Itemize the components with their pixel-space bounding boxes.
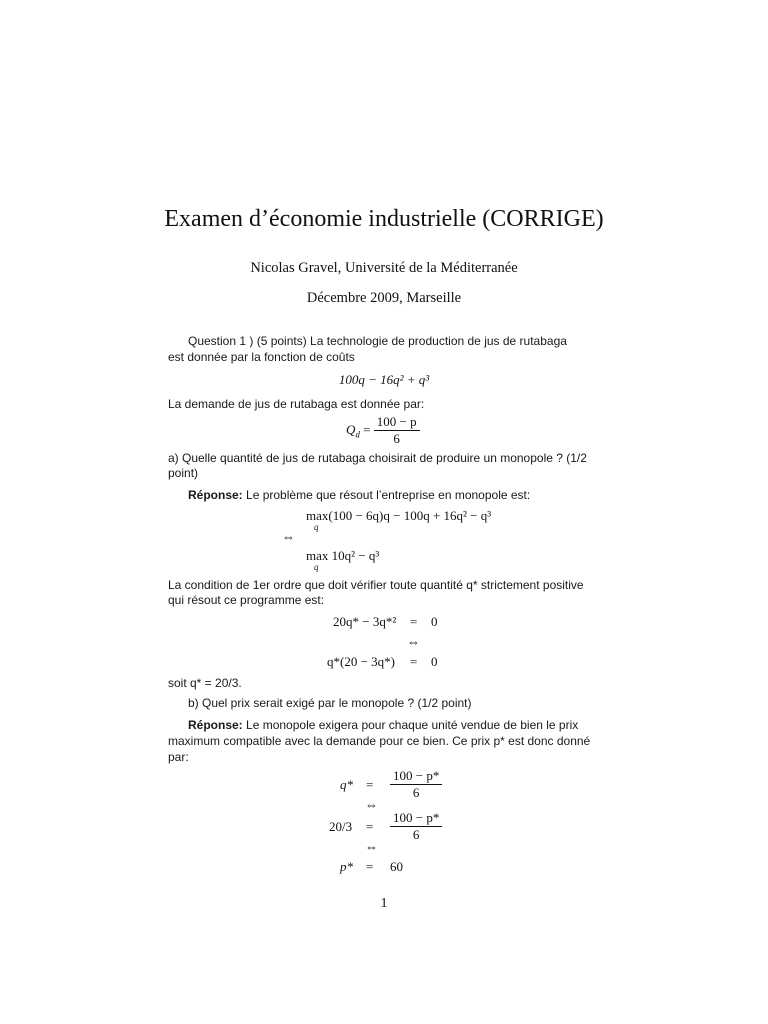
part-a-answer — [188, 488, 530, 502]
foc-lhs-1: 20q* − 3q*² — [333, 614, 397, 629]
cost-function: 100q − 16q² + q³ — [338, 372, 430, 387]
max-expression-2: max 10q² − q³ — [306, 548, 380, 563]
demand-fraction — [374, 414, 420, 447]
price-fraction-1 — [390, 768, 442, 801]
price-equals-2: = — [366, 819, 374, 834]
part-b-answer-text1: Le monopole exigera pour chaque unité vendue de bien le prix — [246, 718, 579, 732]
max-expression-1 — [306, 508, 491, 524]
max-sub-2: q — [314, 562, 319, 572]
price-lhs-2: 20/3 — [329, 819, 353, 834]
price-numerator-2: 100 − p* — [390, 810, 442, 827]
foc-lhs-2: q*(20 − 3q*) — [327, 654, 395, 669]
answer-label: Réponse: — [188, 488, 243, 502]
max-sub-1: q — [314, 522, 319, 532]
price-fraction-2 — [390, 810, 442, 843]
max-expression-1-text: max(100 − 6q)q − 100q + 16q² − q³ — [306, 508, 492, 523]
part-a-answer-text: Le problème que résout l’entreprise en monopole est: — [246, 488, 531, 502]
price-denominator-1: 6 — [412, 785, 420, 800]
equiv-symbol-3: ⇔ — [365, 797, 378, 812]
part-b-line: b) Quel prix serait exigé par le monopole ? (1/2 point) — [188, 696, 472, 710]
price-numerator-1: 100 − p* — [390, 768, 442, 785]
demand-denominator: 6 — [393, 431, 400, 446]
price-result: 60 — [390, 859, 403, 874]
question1-line1: Question 1 ) (5 points) La technologie de production de jus de rutabaga — [188, 334, 567, 348]
date-line: Décembre 2009, Marseille — [306, 290, 462, 306]
condition-line1: La condition de 1er ordre que doit vérifier toute quantité q* strictement positive — [168, 578, 584, 592]
demand-numerator: 100 − p — [374, 414, 420, 431]
part-a-line1: a) Quelle quantité de jus de rutabaga choisirait de produire un monopole ? (1/2 — [168, 451, 587, 465]
price-lhs-3: p* — [340, 859, 353, 874]
price-lhs-1: q* — [340, 777, 353, 792]
author-line: Nicolas Gravel, Université de la Méditerranée — [250, 260, 518, 276]
foc-zero-2: 0 — [431, 654, 438, 669]
demand-sub: d — [355, 429, 360, 440]
equiv-symbol-2: ⇔ — [407, 634, 420, 649]
question1-line2: est donnée par la fonction de coûts — [168, 350, 355, 364]
foc-equals-1: = — [410, 614, 418, 629]
demand-intro: La demande de jus de rutabaga est donnée par: — [168, 397, 425, 411]
equiv-symbol-4: ⇔ — [365, 839, 378, 854]
demand-equation: $Q_d$ = $\frac{100 - p}{6}$ — [346, 414, 420, 447]
price-denominator-2: 6 — [412, 827, 420, 842]
price-equals-3: = — [366, 859, 374, 874]
part-b-answer-line1 — [188, 718, 578, 732]
solution-line: soit q* = 20/3. — [168, 676, 242, 690]
equiv-symbol-1: ⇔ — [282, 529, 295, 544]
foc-equals-2: = — [410, 654, 418, 669]
condition-line2: qui résout ce programme est: — [168, 593, 325, 607]
part-a-line2: point) — [168, 466, 199, 480]
page-number: 1 — [380, 896, 388, 911]
part-b-answer-line3: par: — [168, 750, 189, 764]
demand-lhs: Q — [346, 421, 356, 437]
answer-label-b: Réponse: — [188, 718, 243, 732]
price-equals-1: = — [366, 777, 374, 792]
part-b-answer-line2: maximum compatible avec la demande pour ce bien. Ce prix p* est donc donné — [168, 734, 591, 748]
document-title: Examen d’économie industrielle (CORRIGE) — [164, 206, 604, 232]
foc-zero-1: 0 — [431, 614, 438, 629]
